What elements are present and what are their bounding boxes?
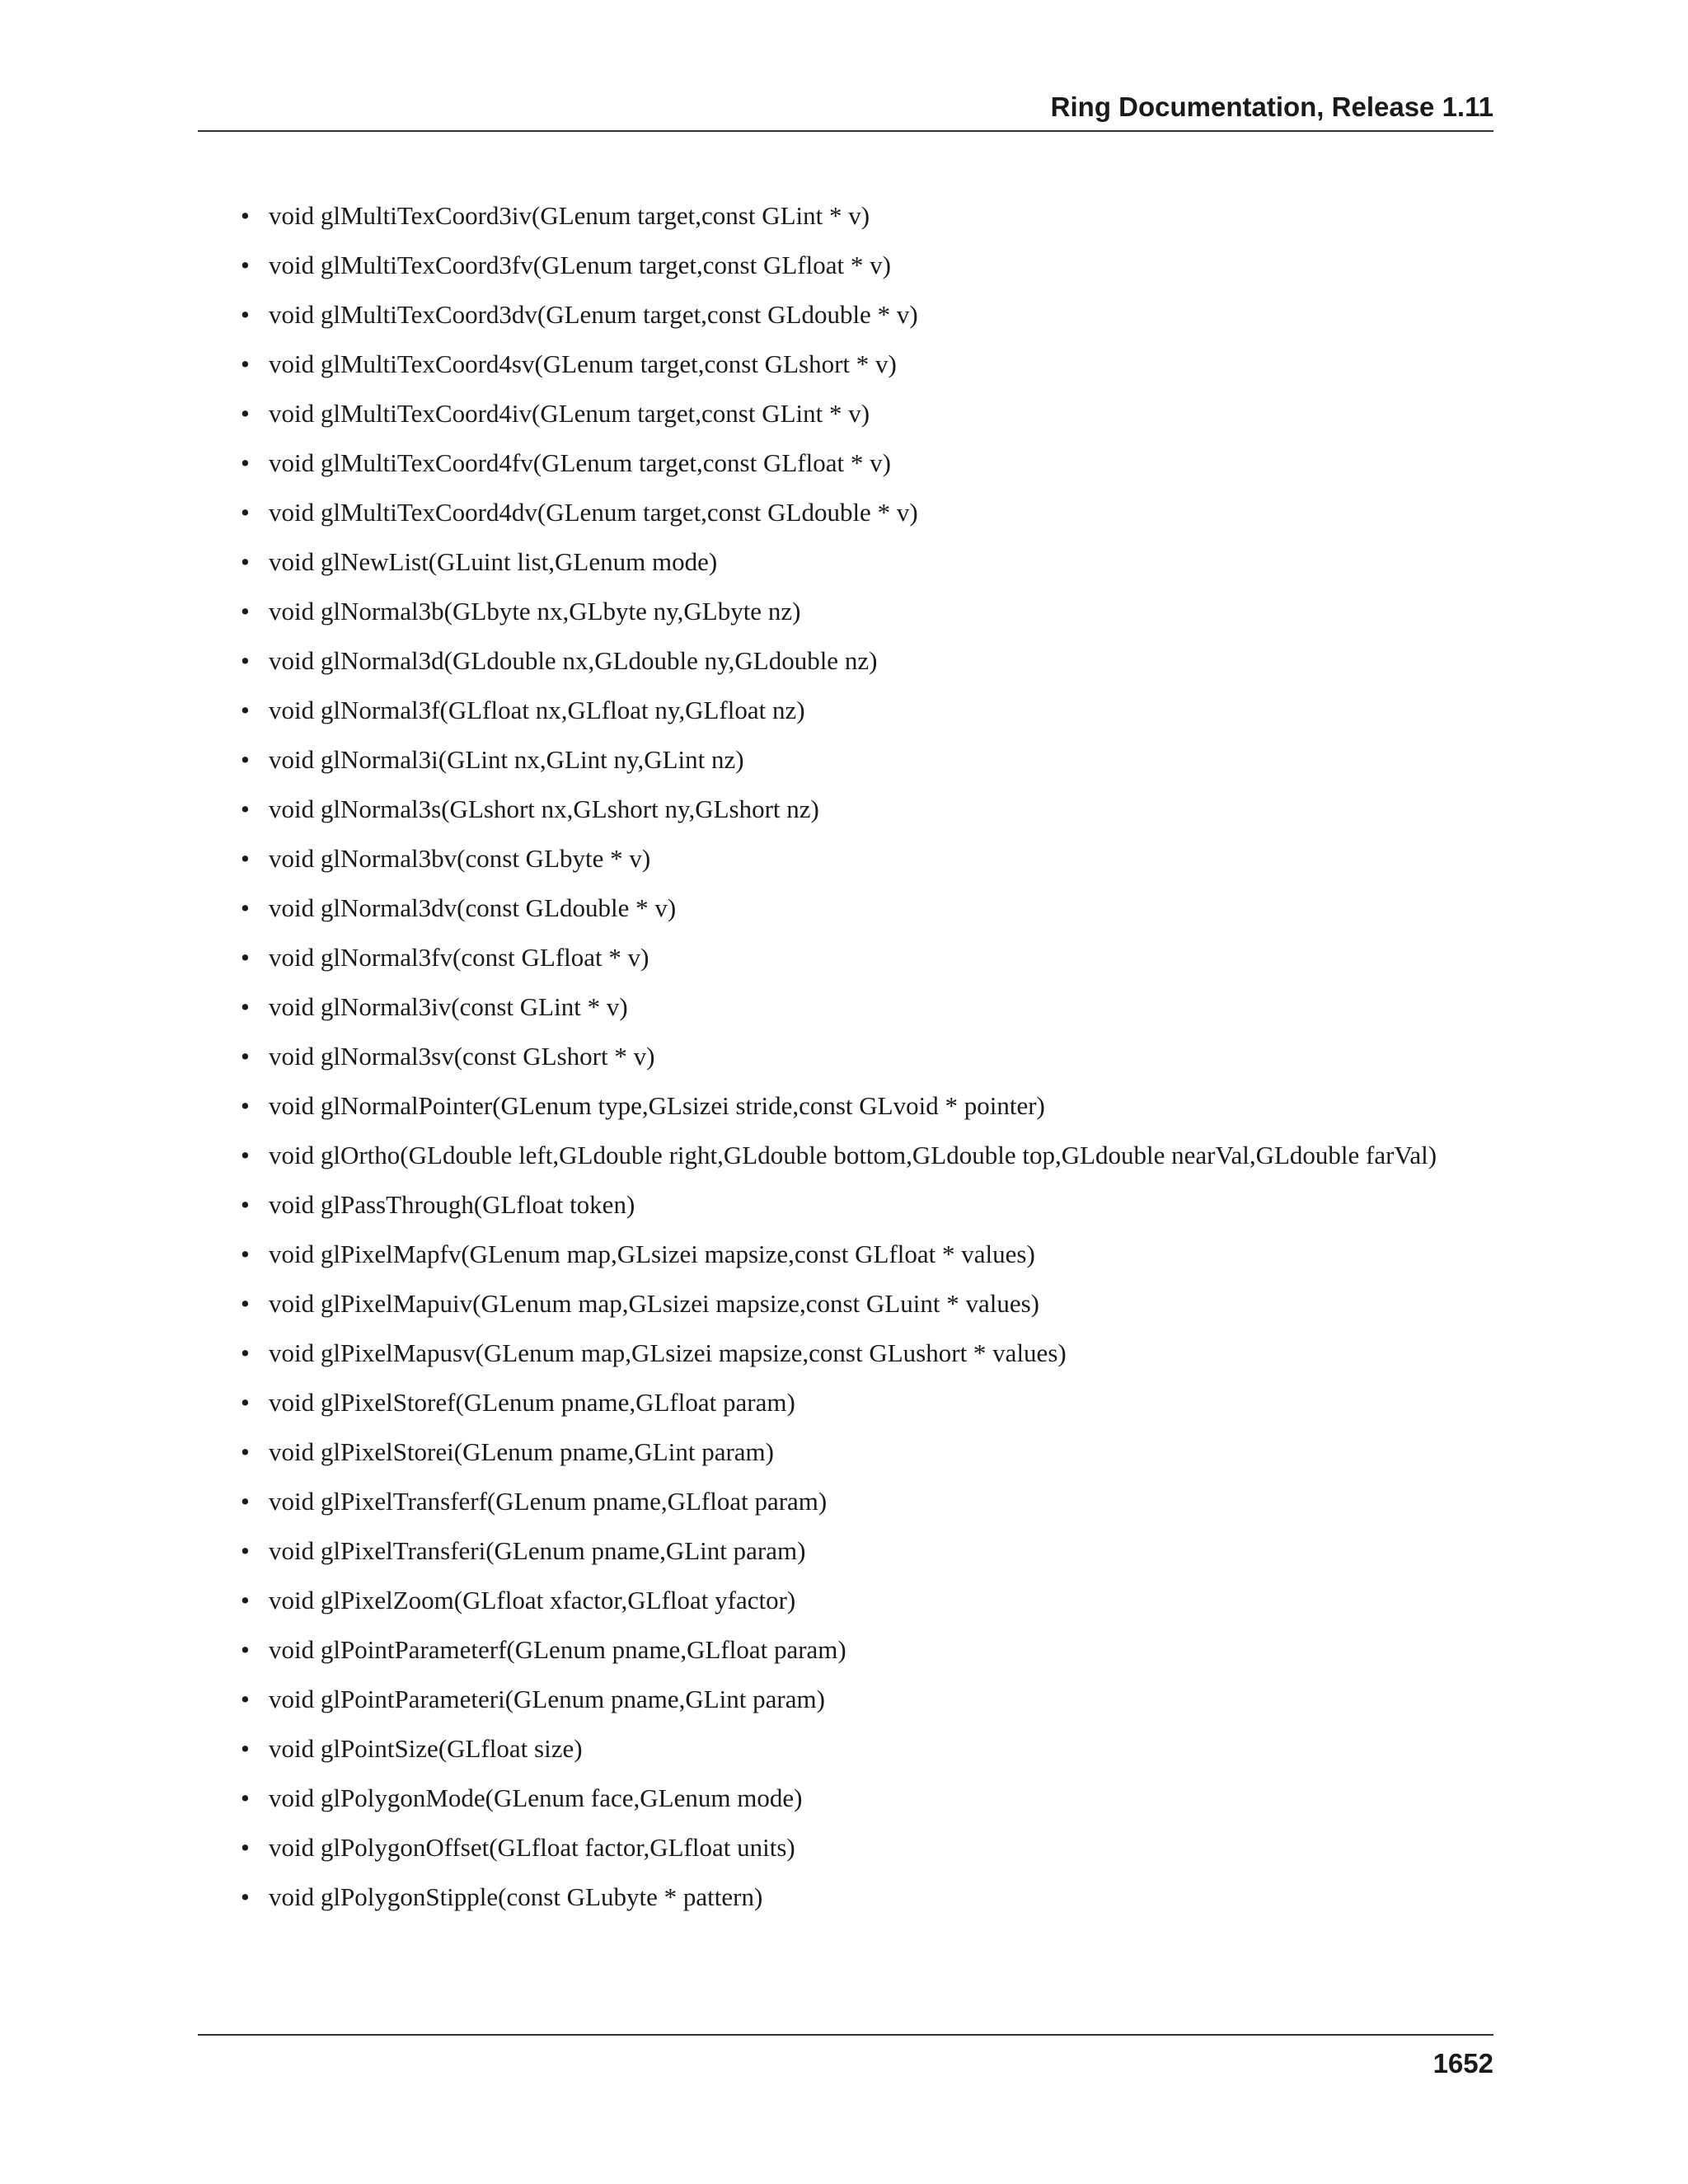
bullet-icon: • bbox=[241, 1141, 250, 1169]
function-signature: void glNormal3sv(const GLshort * v) bbox=[269, 1042, 655, 1071]
function-signature: void glMultiTexCoord4fv(GLenum target,const GLfloat * v) bbox=[269, 448, 891, 477]
list-item bbox=[241, 1782, 1493, 1815]
list-item bbox=[241, 1584, 1493, 1617]
bullet-icon: • bbox=[241, 1685, 250, 1713]
bullet-icon: • bbox=[241, 1388, 250, 1417]
bullet-icon: • bbox=[241, 1586, 250, 1615]
function-signature: void glNewList(GLuint list,GLenum mode) bbox=[269, 547, 718, 576]
function-signature: void glNormal3fv(const GLfloat * v) bbox=[269, 943, 649, 972]
bullet-icon: • bbox=[241, 696, 250, 724]
function-signature: void glMultiTexCoord3fv(GLenum target,const GLfloat * v) bbox=[269, 251, 891, 279]
function-signature: void glPixelTransferf(GLenum pname,GLfloat param) bbox=[269, 1487, 828, 1516]
function-signature: void glMultiTexCoord4dv(GLenum target,const GLdouble * v) bbox=[269, 498, 918, 527]
bullet-icon: • bbox=[241, 1091, 250, 1120]
function-signature: void glNormal3iv(const GLint * v) bbox=[269, 992, 628, 1021]
bullet-icon: • bbox=[241, 1536, 250, 1565]
function-signature: void glMultiTexCoord4sv(GLenum target,const GLshort * v) bbox=[269, 349, 897, 378]
list-item bbox=[241, 546, 1493, 579]
bullet-icon: • bbox=[241, 992, 250, 1021]
bullet-icon: • bbox=[241, 1338, 250, 1367]
bullet-icon: • bbox=[241, 498, 250, 527]
list-item bbox=[241, 1238, 1493, 1271]
list-item bbox=[241, 496, 1493, 529]
bullet-icon: • bbox=[241, 1783, 250, 1812]
bullet-icon: • bbox=[241, 646, 250, 675]
function-signature: void glNormal3dv(const GLdouble * v) bbox=[269, 893, 677, 922]
list-item bbox=[241, 1090, 1493, 1122]
document-title: Ring Documentation, Release 1.11 bbox=[1050, 91, 1493, 122]
function-signature: void glPointParameteri(GLenum pname,GLint param) bbox=[269, 1685, 825, 1713]
list-item bbox=[241, 1683, 1493, 1716]
bullet-icon: • bbox=[241, 1042, 250, 1071]
function-signature: void glPixelStoref(GLenum pname,GLfloat param) bbox=[269, 1388, 795, 1417]
page-number: 1652 bbox=[1432, 2048, 1493, 2079]
list-item bbox=[241, 991, 1493, 1024]
bullet-icon: • bbox=[241, 794, 250, 823]
list-item bbox=[241, 1040, 1493, 1073]
list-item bbox=[241, 595, 1493, 628]
bullet-icon: • bbox=[241, 1635, 250, 1664]
list-item bbox=[241, 743, 1493, 776]
bullet-icon: • bbox=[241, 547, 250, 576]
bullet-icon: • bbox=[241, 251, 250, 279]
list-item bbox=[241, 1337, 1493, 1370]
bullet-icon: • bbox=[241, 448, 250, 477]
bullet-icon: • bbox=[241, 1240, 250, 1268]
bullet-icon: • bbox=[241, 844, 250, 873]
function-signature: void glOrtho(GLdouble left,GLdouble right,GLdouble bottom,GLdouble top,GLdouble nearVal,GLdouble farVal) bbox=[269, 1141, 1437, 1169]
bullet-icon: • bbox=[241, 399, 250, 428]
page-header bbox=[198, 89, 1493, 132]
function-signature: void glPixelStorei(GLenum pname,GLint param) bbox=[269, 1437, 774, 1466]
bullet-icon: • bbox=[241, 349, 250, 378]
function-signature: void glMultiTexCoord3dv(GLenum target,const GLdouble * v) bbox=[269, 300, 918, 329]
function-signature: void glNormalPointer(GLenum type,GLsizei stride,const GLvoid * pointer) bbox=[269, 1091, 1045, 1120]
bullet-icon: • bbox=[241, 1190, 250, 1219]
bullet-icon: • bbox=[241, 1833, 250, 1862]
bullet-icon: • bbox=[241, 201, 250, 230]
function-signature: void glNormal3i(GLint nx,GLint ny,GLint nz) bbox=[269, 745, 744, 774]
function-signature: void glPixelMapusv(GLenum map,GLsizei mapsize,const GLushort * values) bbox=[269, 1338, 1067, 1367]
list-item bbox=[241, 1633, 1493, 1666]
function-signature: void glNormal3bv(const GLbyte * v) bbox=[269, 844, 651, 873]
list-item bbox=[241, 1287, 1493, 1320]
list-item bbox=[241, 694, 1493, 727]
list-item bbox=[241, 199, 1493, 232]
list-item bbox=[241, 1436, 1493, 1469]
list-item bbox=[241, 793, 1493, 826]
list-item bbox=[241, 397, 1493, 430]
bullet-icon: • bbox=[241, 1882, 250, 1911]
list-item bbox=[241, 1188, 1493, 1221]
list-item bbox=[241, 348, 1493, 381]
function-signature: void glPolygonStipple(const GLubyte * pattern) bbox=[269, 1882, 763, 1911]
function-signature: void glNormal3f(GLfloat nx,GLfloat ny,GLfloat nz) bbox=[269, 696, 805, 724]
function-signature: void glPixelMapfv(GLenum map,GLsizei mapsize,const GLfloat * values) bbox=[269, 1240, 1035, 1268]
list-item bbox=[241, 644, 1493, 677]
function-signature: void glPolygonOffset(GLfloat factor,GLfloat units) bbox=[269, 1833, 795, 1862]
function-signature: void glPointSize(GLfloat size) bbox=[269, 1734, 583, 1763]
bullet-icon: • bbox=[241, 1289, 250, 1318]
list-item bbox=[241, 1386, 1493, 1419]
function-signature: void glPixelZoom(GLfloat xfactor,GLfloat yfactor) bbox=[269, 1586, 796, 1615]
function-signature: void glNormal3d(GLdouble nx,GLdouble ny,GLdouble nz) bbox=[269, 646, 878, 675]
bullet-icon: • bbox=[241, 300, 250, 329]
function-signature: void glPassThrough(GLfloat token) bbox=[269, 1190, 635, 1219]
function-signature: void glPolygonMode(GLenum face,GLenum mode) bbox=[269, 1783, 803, 1812]
bullet-icon: • bbox=[241, 1487, 250, 1516]
bullet-icon: • bbox=[241, 745, 250, 774]
function-signature: void glPixelMapuiv(GLenum map,GLsizei mapsize,const GLuint * values) bbox=[269, 1289, 1039, 1318]
function-signature: void glPixelTransferi(GLenum pname,GLint param) bbox=[269, 1536, 806, 1565]
list-item bbox=[241, 298, 1493, 331]
list-item bbox=[241, 1139, 1493, 1172]
bullet-icon: • bbox=[241, 943, 250, 972]
list-item bbox=[241, 1881, 1493, 1914]
list-item bbox=[241, 447, 1493, 480]
list-item bbox=[241, 1831, 1493, 1864]
function-signature: void glNormal3b(GLbyte nx,GLbyte ny,GLbyte nz) bbox=[269, 597, 801, 626]
list-item bbox=[241, 842, 1493, 875]
list-item bbox=[241, 892, 1493, 925]
function-signature: void glMultiTexCoord4iv(GLenum target,const GLint * v) bbox=[269, 399, 870, 428]
bullet-icon: • bbox=[241, 1437, 250, 1466]
list-item bbox=[241, 1535, 1493, 1568]
bullet-icon: • bbox=[241, 893, 250, 922]
page-footer bbox=[198, 2034, 1493, 2079]
function-signature: void glPointParameterf(GLenum pname,GLfloat param) bbox=[269, 1635, 846, 1664]
list-item bbox=[241, 1732, 1493, 1765]
function-signature: void glMultiTexCoord3iv(GLenum target,const GLint * v) bbox=[269, 201, 870, 230]
list-item bbox=[241, 249, 1493, 282]
function-signature: void glNormal3s(GLshort nx,GLshort ny,GLshort nz) bbox=[269, 794, 819, 823]
list-item bbox=[241, 1485, 1493, 1518]
function-list bbox=[241, 199, 1493, 1930]
bullet-icon: • bbox=[241, 1734, 250, 1763]
list-item bbox=[241, 941, 1493, 974]
bullet-icon: • bbox=[241, 597, 250, 626]
